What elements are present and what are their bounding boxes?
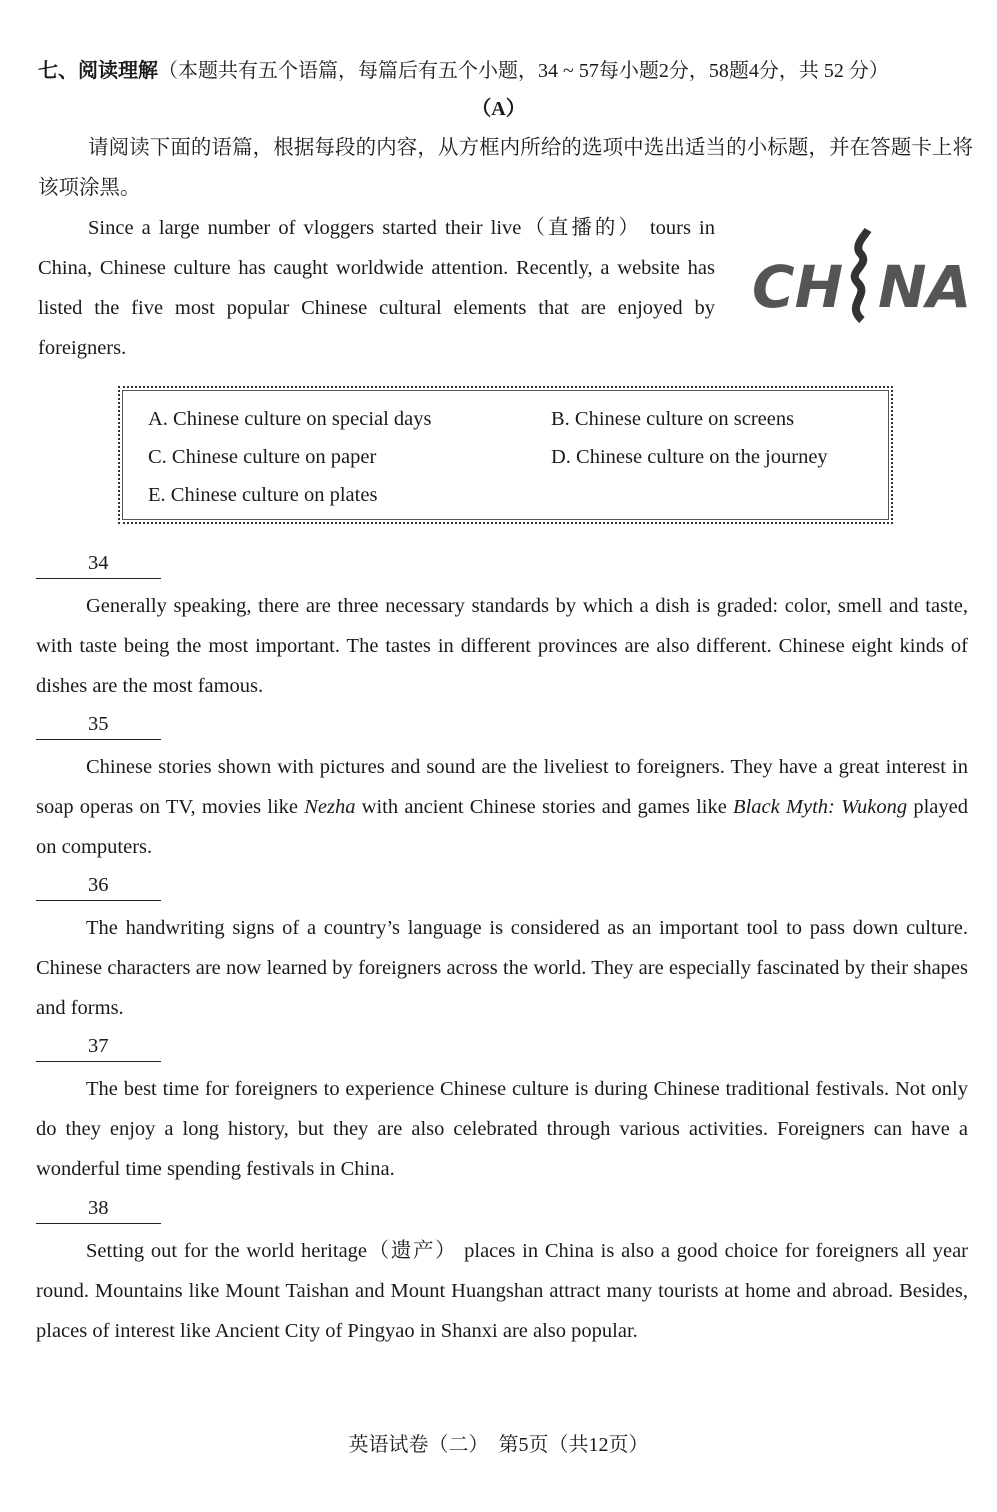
china-logo-image (750, 225, 975, 325)
paragraph-38 (36, 1231, 968, 1351)
question-number: 37 (88, 1035, 109, 1057)
question-number: 38 (88, 1197, 109, 1219)
question-number: 34 (88, 552, 109, 574)
intro-text: tours in China, Chinese culture has caught worldwide attention. Recently, a website has listed the five most popular Chinese cultural elements that are enjoyed by foreigners. (38, 217, 715, 359)
text: Setting out for the world heritage (86, 1240, 368, 1262)
answer-blank-34 (36, 548, 161, 579)
answer-blank-35 (36, 709, 161, 740)
title-italic: Black Myth: Wukong (733, 796, 908, 818)
intro-text: Since a large number of vloggers started their live (88, 217, 522, 239)
instructions: 请阅读下面的语篇，根据每段的内容，从方框内所给的选项中选出适当的小标题，并在答题卡上将该项涂黑。 (38, 137, 973, 199)
text: places in China is also a good choice for foreigners all year round. Mountains like Mount Taishan and Mount Huangshan attract many tourists at home and abroad. Besides, places of interest like Ancient City of Pingyao in Shanxi are also popular. (36, 1240, 968, 1342)
paragraph-34: Generally speaking, there are three necessary standards by which a dish is graded: color, smell and taste, with taste being the most important. The tastes in different provinces are also different. Chinese eight kinds of dishes are the most famous. (36, 595, 968, 697)
option-c: C. Chinese culture on paper (148, 446, 377, 468)
paragraph-37: The best time for foreigners to experience Chinese culture is during Chinese traditional festivals. Not only do they enjoy a long history, but they are also celebrated through various activities. Foreigners can have a wonderful time spending festivals in China. (36, 1078, 968, 1180)
option-a: A. Chinese culture on special days (148, 408, 432, 430)
section-heading (38, 54, 889, 83)
svg-text:CH: CH (752, 253, 844, 321)
intro-paragraph (38, 208, 715, 368)
paragraph-35 (36, 747, 968, 867)
option-e: E. Chinese culture on plates (148, 484, 378, 506)
answer-blank-38 (36, 1193, 161, 1224)
answer-blank-36 (36, 870, 161, 901)
text: Chinese stories shown with pictures and sound are the liveliest to foreigners. They have a great interest in soap operas on TV, movies like (36, 756, 968, 818)
option-b: B. Chinese culture on screens (551, 408, 795, 430)
title-italic: Nezha (304, 796, 356, 818)
part-label: （A） (471, 98, 526, 120)
answer-blank-37 (36, 1031, 161, 1062)
question-number: 36 (88, 874, 109, 896)
gloss: （遗产） (367, 1240, 458, 1262)
option-d: D. Chinese culture on the journey (551, 446, 828, 468)
question-number: 35 (88, 713, 109, 735)
text: played on computers. (36, 796, 968, 858)
section-title: 七、阅读理解 (38, 60, 158, 82)
options-box (118, 386, 893, 524)
text: with ancient Chinese stories and games like (355, 796, 734, 818)
svg-text:NA: NA (878, 253, 972, 321)
section-note: （本题共有五个语篇，每篇后有五个小题，34 ~ 57每小题2分，58题4分，共 52 分） (158, 60, 889, 82)
gloss: （直播的） (521, 217, 642, 239)
paragraph-36: The handwriting signs of a country’s language is considered as an important tool to pass down culture. Chinese characters are now learned by foreigners across the world. They are especially fascinated by their shapes and forms. (36, 917, 968, 1019)
page-footer: 英语试卷（二） 第5页（共12页） (348, 1434, 649, 1456)
